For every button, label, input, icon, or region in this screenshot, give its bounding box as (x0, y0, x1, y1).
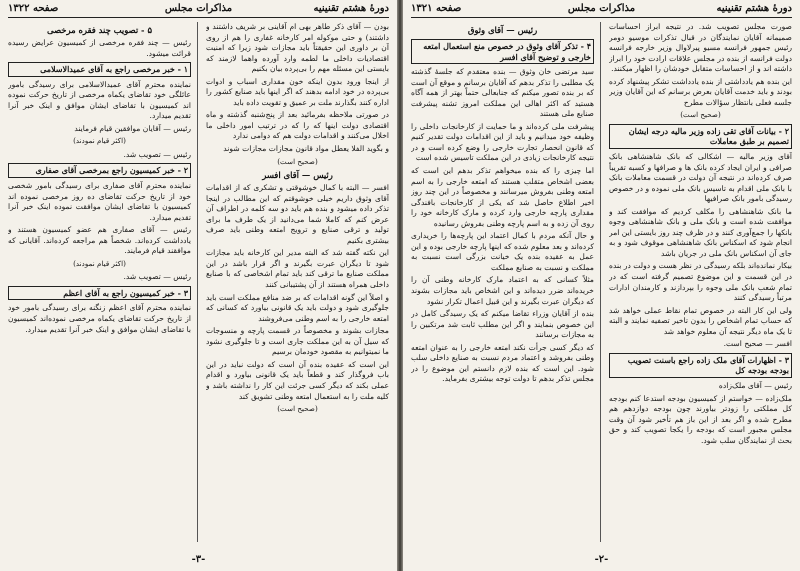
right-folio: -۲- (594, 554, 609, 565)
body-paragraph: از اینجا ورود بدون اینکه خون مقداری اسباب و ادوات بی‌پرده در خود ادامه بدهند که اگر اینها باید صنایع کشور را اداره کنند بگذارند ملت بر عمیق و تقویت داده باید (206, 76, 389, 107)
right-running-head (411, 3, 792, 18)
body-paragraph: این بنده هم یادداشتی از بنده یادداشت تشکر پیشنهاد کرده بودند و باید خدمت آقایان بعرض برسانم که این آقایان وزیر جلسه فعلی بانتظار سؤالات مطرح (609, 76, 792, 107)
body-paragraph: سید مرتضی خان وثوق — بنده معتقدم که جلسهٔ گذشته یک مطلبی را تذکر بدهم که آقایان برسانم و موقع آن است که بر بنده تصور میکنم که جنابعالی حتماً بهتر از همه آگاه هستید که اکثر اهالی این مملکت امروز تشنه پیشرفت صنایع ملی هستند (411, 67, 594, 119)
section-heading: رئیس — آقای وثوق (467, 25, 538, 35)
right-page-left-column (411, 22, 594, 542)
section-heading: ۵ - تصویب چند فقره مرخصی (47, 25, 152, 35)
body-paragraph: رئیس — تصویب شد. (123, 149, 191, 159)
body-paragraph: صورت مجلس تصویب شد. در نتیجه ابراز احساسات صمیمانه آقایان نمایندگان در قبال تذکرات موسیو دومر رئیس جمهور فرانسه مسیو پیرلاوال وزیر خارجه فرانسه دولت فرانسه از بنده در مجلس علاقات ارادت خود را ابراز داشته اند و از احساسات متقابل خودشان را اظهار میکنند. (609, 22, 792, 74)
body-paragraph: افسر — البته با کمال خوشوقتی و تشکری که از اقدامات آقای وثوق داریم خیلی خوشوقتم که این مطالب در اینجا تذکر داده میشود و بنده هم باید دو سه کلمه در اطراف آن عرض کنم که کاملا شما می‌دانید از یک طرف ما برای تولید و ترقی صنایع و ترویج امتعه وطنی باید صرف بیشتری بکنیم (206, 183, 389, 245)
procedural-note: (صحیح است) (680, 110, 721, 120)
column-divider (600, 22, 601, 542)
body-paragraph: رئیس — آقای ملک‌زاده (718, 380, 792, 390)
body-paragraph: ولی این کار البته در خصوص تمام نقاط عملی خواهد شد که حساب تمام اشخاص را بدون تاخیر تصفیه نمایند و البته تا یک ماه دیگر نتیجه آن معلوم خواهد شد (609, 305, 792, 336)
agenda-item-heading: ۳ - خبر کمیسیون راجع به آقای اعظم (8, 286, 191, 301)
procedural-note: (صحیح است) (277, 156, 318, 166)
left-running-head (8, 3, 389, 18)
body-paragraph: افسر — صحیح است. (723, 339, 792, 349)
body-paragraph: و بگوید الفلا یعطل مواد قانون مجازات مجازات شوند (223, 144, 389, 154)
left-head-page-number: صفحه ۱۳۲۲ (8, 3, 59, 14)
body-paragraph: پیشرفت ملی کرده‌اند و ما حمایت از کارخانجات داخلی را وظیفه خود میدانیم و باید از این اقدامات دولت تقدیر کنیم که قانون انحصار تجارت خارجی را وضع کرده است و در نتیجه کارخانجات زیادی در این مملکت تاسیس شده است (411, 121, 594, 163)
agenda-item-heading: ۱ - خبر مرخصی راجع به آقای عمیدالاسلامی (8, 62, 191, 77)
body-paragraph: بودن — آقای ذکر طاهر بهی ام آقاینی بر شریف داشتند و داشتند) و حتی موکوله امر کارخانه غفاری را هم از روی آن بر داوری این حقیقتاً باید مجازات شود زیرا که امنیت اقتصادیات داخلی ما لطمه وارد آورده واهما لازمند که بایستی این مسئله مهم را بی‌پرده بیان بکنیم (206, 22, 389, 74)
body-paragraph: نماینده محترم آقای صفاری برای رسیدگی بامور شخصی خود از تاریخ حرکت تقاضای ده روز مرخصی نموده اند کمیسیون با تقاضای ایشان موافقت نموده اینک خبر آنرا تقدیم میدارد. (8, 181, 191, 222)
body-paragraph: ملک‌زاده — خواستم از کمیسیون بودجه استدعا کنم بودجه کل مملکتی را زودتر بیاورند چون بودجه دوازدهم هم مطرح شده و اگر بعد از این باز هم تأخیر شود آن وقت مجلس مجبور است که بودجه را یکجا تصویب کند و حق بحث از نمایندگان سلب شود. (609, 393, 792, 445)
right-head-page-number: صفحه ۱۳۲۱ (411, 3, 462, 14)
body-paragraph: ما بانک شاهنشاهی را مکلف کردیم که موافقت کند و موافقت شده است و بانک ملی و بانک شاهنشاهی وجوه بانکها را جمع‌آوری کنند و در ظرف چند روز بایستی این امر انجام شود که اسکناس بانک شاهنشاهی موقوف شود و به جای آن اسکناس بانک ملی در جریان باشد (609, 206, 792, 258)
body-paragraph: این نکته گفته شد که البته مدیر این کارخانه باید مجازات شود تا دیگران عبرت بگیرند و اگر قرار باشد در این مملکت صنایع ما ترقی کند باید تمام اشخاصی که با صنایع داخلی همراه هستند از آن پشتیبانی کنند (206, 248, 389, 290)
right-head-session: دورهٔ هشتم تقنینیه (716, 3, 792, 14)
body-paragraph: این است که عقیده بنده آن است که دولت نباید در این باب فروگذار کند و قطعاً باید یک قانونی بیاورد و اقدام عملی بکند که دیگر کسی جرئت این کار را نداشته باشد و کلیه ملت را به استعمال امتعه وطنی تشویق کند (206, 359, 389, 401)
body-paragraph: بیکار نمانده‌اند بلکه رسیدگی در نظر هست و دولت در بنده در این قسمت و این موضوع تصمیم گرفته است که در تمام شعب بانک ملی وجوه را بپردازند و کارمندان ادارات مرتباً رسیدگی کنند (609, 261, 792, 303)
body-paragraph: مثلاً کسانی که به اعتماد مارک کارخانه وطنی آن را خریده‌اند ضرر دیده‌اند و این اشخاص باید مجازات بشوند که دیگران عبرت بگیرند و این قبیل اعمال تکرار نشود (411, 275, 594, 306)
section-heading: رئیس — آقای افسر (262, 170, 333, 181)
body-paragraph: نماینده محترم آقای عمیدالاسلامی برای رسیدگی بامور عائلگی خود تقاضای یکماه مرخصی از تاریخ حرکت نموده اند کمیسیون با تقاضای ایشان موافق و اینک خبر آنرا تقدیم میدارد. (8, 79, 191, 121)
left-head-title: مذاکرات مجلس (164, 3, 233, 14)
body-paragraph: نماینده محترم آقای اعظم زنگنه برای رسیدگی بامور خود از تاریخ حرکت تقاضای یکماه مرخصی نموده‌اند کمیسیون با تقاضای ایشان موافق و اینک خبر آنرا تقدیم میدارد. (8, 303, 191, 334)
body-paragraph: بنده از آقایان وزراء تقاضا میکنم که یک رسیدگی کامل در این خصوص بنمایند و اگر این مطلب ثابت شد مرتکبین را به مجازات برسانند (411, 309, 594, 340)
body-paragraph: مجازات بشوند و مخصوصاً در قسمت پارچه و منسوجات که سیل آن به این مملکت جاری است و تا جلوگیری نشود ما نمیتوانیم به مقصود خودمان برسیم (206, 326, 389, 357)
body-paragraph: و حال آنکه مردم با کمال اعتماد این پارچه‌ها را خریداری کرده‌اند و بعد معلوم شده که اینها پارچه خارجی بوده و این عمل به عقیده بنده یک خیانت بزرگی است نسبت به مملکت و نسبت به صنایع مملکت (411, 231, 594, 272)
right-page (403, 0, 800, 571)
left-folio: -۳- (191, 554, 206, 565)
body-paragraph: در صورتی ملاحظه بفرمائید بعد از پنج‌شنبه گذشته و ماه اقتصادی دولت اینها که را که در ترتیب امور داخلی ما اخلال می‌کنند و اقدامات دولت هم که دوامی ندارد (206, 110, 389, 141)
procedural-note: (صحیح است) (277, 404, 318, 414)
agenda-item-heading: ۲ - خبر کمیسیون راجع بمرخصی آقای صفاری (8, 163, 191, 178)
left-head-session: دورهٔ هشتم تقنینیه (313, 3, 389, 14)
right-page-right-column (609, 22, 792, 542)
procedural-note: (اکثر قیام نمودند) (73, 258, 126, 268)
body-paragraph: رئیس — تصویب شد. (123, 272, 191, 282)
left-page (0, 0, 397, 571)
body-paragraph: که دیگر کسی جرأت نکند امتعه خارجی را به عنوان امتعه وطنی بفروشد و اعتماد مردم نسبت به صنایع داخلی سلب شود. این است که بنده لازم دانستم این موضوع را در مجلس تذکر بدهم تا دولت توجه بیشتری بفرماید. (411, 342, 594, 384)
body-paragraph: رئیس — چند فقره مرخصی از کمیسیون عرایض رسیده قرائت میشود. (8, 38, 191, 58)
agenda-item-heading: ۲ - بیانات آقای تقی زاده وزیر مالیه درجه ایشان تصمیم بر طبق معاملات (609, 124, 792, 149)
agenda-item-heading: ۴ - تذکر آقای وثوق در خصوص منع استعمال امتعه خارجی و توضیح آقای افسر (411, 39, 594, 64)
left-page-right-column (206, 22, 389, 542)
body-paragraph: اما چیزی را که بنده میخواهم تذکر بدهم این است که بعضی اشخاص متقلب هستند که امتعه خارجی را به اسم امتعه وطنی بفروش میرسانند و مخصوصاً در این چند روز اخیر اطلاع حاصل شد که یکی از کارخانجات بافندگی مقداری پارچه خارجی وارد کرده و مارک کارخانه خود را روی آن زده و به اسم پارچه وطنی بفروش رسانیده (411, 166, 594, 228)
right-head-title: مذاکرات مجلس (567, 3, 636, 14)
left-page-left-column (8, 22, 191, 542)
body-paragraph: و اصلاً این گونه اقدامات که بر ضد منافع مملکت است باید جلوگیری شود و دولت باید یک قانونی بیاورد که کسانی که امتعه خارجی را به اسم وطنی می‌فروشند (206, 292, 389, 323)
agenda-item-heading: ۳ - اظهارات آقای ملک زاده راجع باسنت تصویب بودجه بودجه کل (609, 353, 792, 378)
column-divider (197, 22, 198, 542)
procedural-note: (اکثر قیام نمودند) (73, 136, 126, 146)
body-paragraph: آقای وزیر مالیه — اشکالی که بانک شاهنشاهی بانک صرافی و ایران ایجاد کرده بانک ها و صرافها و کسبه تقریباً صرف کرده‌اند در نتیجه آن دولت در قسمت معاملات بانک با بانک ملی اقدام به تاسیس بانک ملی نموده و در خصوص رسیدگی بامور بانک صرافیها (609, 152, 792, 204)
body-paragraph: رئیس — آقایان موافقین قیام فرمایند (74, 123, 191, 133)
body-paragraph: رئیس — آقای صفاری هم عضو کمیسیون هستند و یادداشت کرده‌اند. شخصاً هم مراجعه کرده‌اند. آقایانی که موافقند قیام فرمایند. (8, 225, 191, 256)
